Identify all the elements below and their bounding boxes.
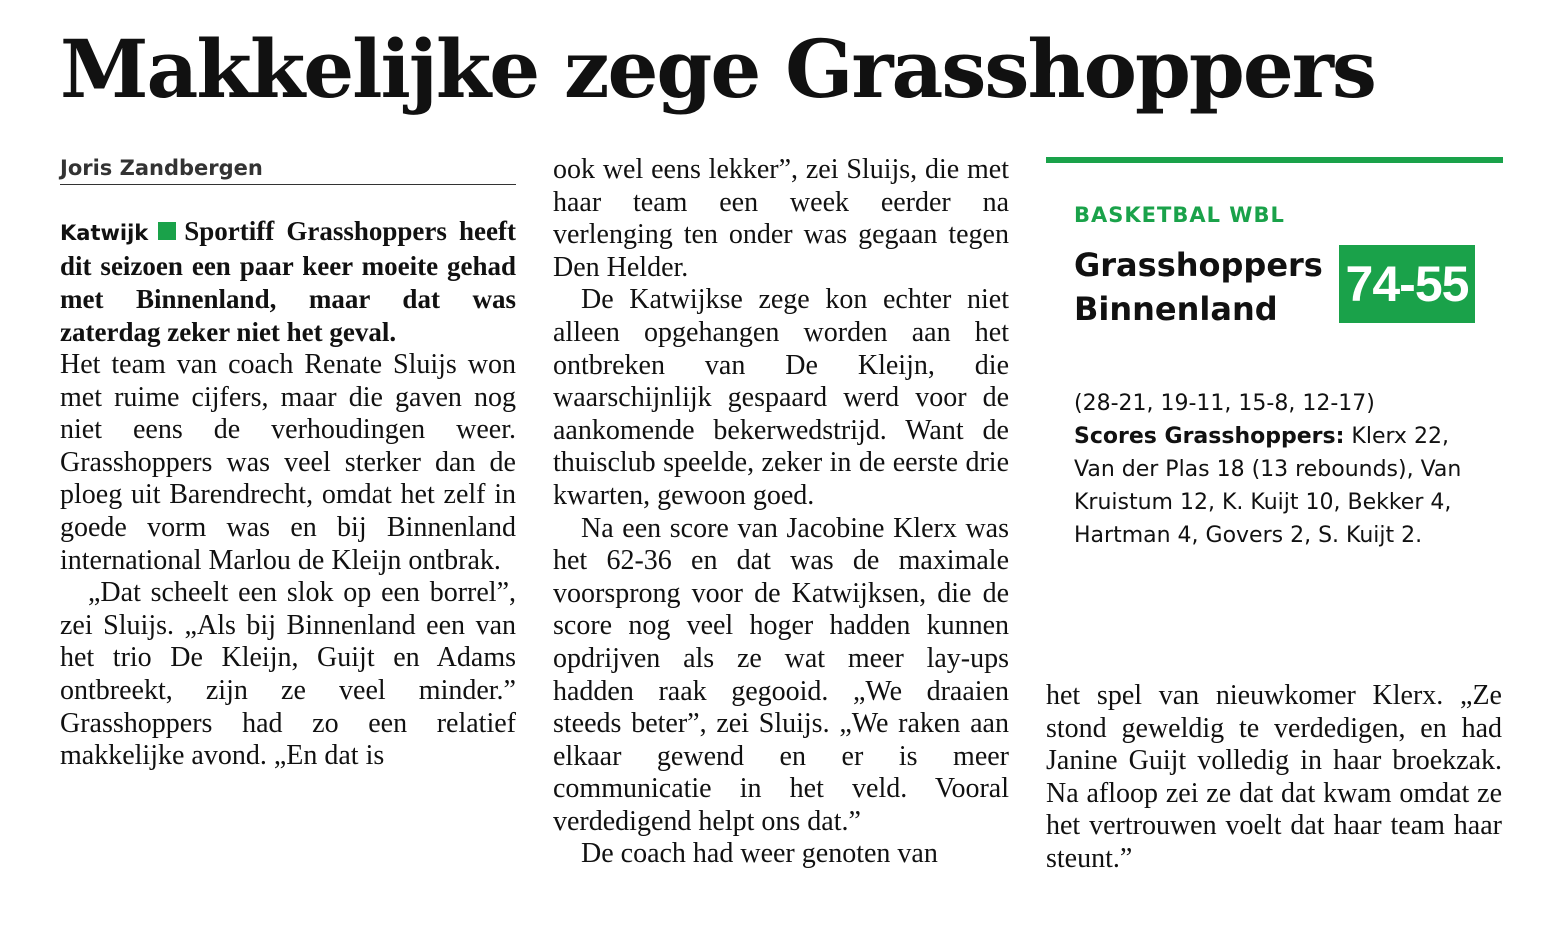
square-bullet-icon bbox=[158, 222, 176, 240]
paragraph: ook wel eens lekker”, zei Sluijs, die met haar team een week eerder na verlenging ten onder was gegaan tegen Den Helder. bbox=[553, 154, 1009, 283]
article-column-3 bbox=[1046, 680, 1502, 876]
dateline: Katwijk bbox=[60, 221, 149, 245]
paragraph: Het team van coach Renate Sluijs won met ruime cijfers, maar die gaven nog niet eens de verhoudingen weer. Grasshoppers was veel sterker dan de ploeg uit Barendrecht, omdat het zelf in goede vorm was en bij Binnenland international Marlou de Kleijn ontbrak. bbox=[60, 349, 516, 576]
scorers-list: Klerx 22, Van der Plas 18 (13 rebounds), Van Kruistum 12, K. Kuijt 10, Bekker 4, Hartman 4, Govers 2, S. Kuijt 2. bbox=[1074, 424, 1462, 548]
paragraph: De coach had weer genoten van bbox=[581, 838, 938, 870]
result-teams bbox=[1074, 243, 1323, 331]
paragraph: Na een score van Jacobine Klerx was het 62-36 en dat was de maximale voorsprong voor de Katwijksen, die de score nog veel hoger hadden kunnen opdrijven als ze wat meer lay-ups hadden raak gegooid. „We draaien steeds beter”, zei Sluijs. „We raken aan elkaar gewend en er is meer communicatie in het veld. Vooral verdedigend helpt ons dat.” bbox=[553, 512, 1009, 837]
lead-text: Sportiff Grasshoppers heeft dit seizoen een paar keer moeite gehad met Binnenland, maar dat was zaterdag zeker niet het geval. bbox=[60, 216, 516, 347]
home-team: Grasshoppers bbox=[1074, 246, 1323, 284]
lead-paragraph bbox=[60, 215, 516, 349]
away-team: Binnenland bbox=[1074, 290, 1278, 328]
scorers-label: Scores Grasshoppers: bbox=[1074, 424, 1345, 449]
result-details bbox=[1074, 387, 1494, 552]
result-box bbox=[1046, 157, 1503, 597]
result-kicker: BASKETBAL WBL bbox=[1074, 203, 1285, 227]
byline: Joris Zandbergen bbox=[60, 150, 516, 185]
final-score: 74-55 bbox=[1339, 245, 1475, 323]
paragraph: „Dat scheelt een slok op een borrel”, zei Sluijs. „Als bij Binnenland een van het trio De Kleijn, Guijt en Adams ontbreekt, zijn ze veel minder.” Grasshoppers had zo een relatief makkelijke avond. „En dat is bbox=[60, 577, 516, 772]
article-column-2 bbox=[553, 154, 1009, 871]
quarter-scores: (28-21, 19-11, 15-8, 12-17) bbox=[1074, 391, 1375, 416]
accent-bar bbox=[1046, 157, 1503, 163]
article-column-1 bbox=[60, 150, 516, 773]
paragraph: De Katwijkse zege kon echter niet alleen opgehangen worden aan het ontbreken van De Kleijn, die waarschijnlijk gespaard werd voor de aankomende bekerwedstrijd. Want de thuisclub speelde, zeker in de eerste drie kwarten, gewoon goed. bbox=[553, 284, 1009, 511]
scorers-line bbox=[1074, 420, 1494, 552]
paragraph: het spel van nieuwkomer Klerx. „Ze stond geweldig te verdedigen, en had Janine Guijt volledig in haar broekzak. Na afloop zei ze dat dat kwam omdat ze het vertrouwen voelt dat haar team haar steunt.” bbox=[1046, 680, 1502, 874]
headline: Makkelijke zege Grasshoppers bbox=[60, 22, 1375, 116]
